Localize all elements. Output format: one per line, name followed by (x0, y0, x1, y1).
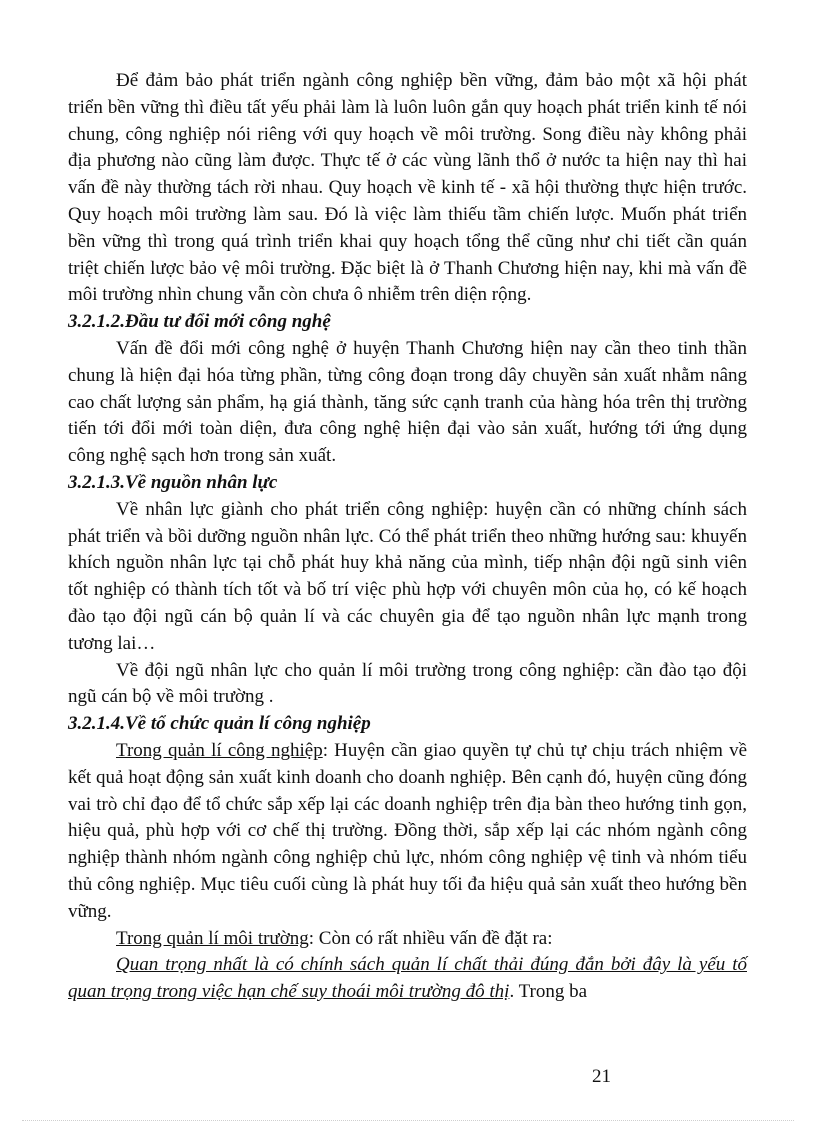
paragraph-sustainable-planning: Để đảm bảo phát triển ngành công nghiệp bền vững, đảm bảo một xã hội phát triển bền vững thì điều tất yếu phải làm là luôn luôn gắn quy hoạch phát triển kinh tế nói chung, công nghiệp nói riêng với quy hoạch về môi trường. Song điều này không phải địa phương nào cũng làm được. Thực tế ở các vùng lãnh thổ ở nước ta hiện nay thì hai vấn đề này thường tách rời nhau. Quy hoạch về kinh tế - xã hội thường thực hiện trước. Quy hoạch môi trường làm sau. Đó là việc làm thiếu tầm chiến lược. Muốn phát triển bền vững thì trong quá trình triển khai quy hoạch tổng thể cũng như chi tiết cần quán triệt chiến lược bảo vệ môi trường. Đặc biệt là ở Thanh Chương hiện nay, khi mà vấn đề môi trường nhìn chung vẫn còn chưa ô nhiễm trên diện rộng. (68, 70, 747, 306)
heading-industrial-management: 3.2.1.4.Về tổ chức quản lí công nghiệp (68, 713, 371, 735)
heading-technology-innovation: 3.2.1.2.Đầu tư đổi mới công nghệ (68, 311, 331, 333)
paragraph-environmental-staff: Về đội ngũ nhân lực cho quản lí môi trường trong công nghiệp: cần đào tạo đội ngũ cán bộ về môi trường . (68, 659, 747, 708)
text-industrial-management: : Huyện cần giao quyền tự chủ tự chịu trách nhiệm về kết quả hoạt động sản xuất kinh doanh cho doanh nghiệp. Bên cạnh đó, huyện cũng đóng vai trò chỉ đạo để tổ chức sắp xếp lại các doanh nghiệp trên địa bàn theo hướng tinh gọn, hiệu quả, phù hợp với cơ chế thị trường. Đồng thời, sắp xếp lại các nhóm ngành công nghiệp thành nhóm ngành công nghiệp chủ lực, nhóm công nghiệp vệ tinh và nhóm tiểu thủ công nghiệp. Mục tiêu cuối cùng là phát huy tối đa hiệu quả sản xuất theo hướng bền vững. (68, 739, 748, 922)
label-industrial-management: Trong quản lí công nghiệp (116, 739, 323, 761)
page-number: 21 (592, 1066, 611, 1087)
paragraph-industrial-management (68, 738, 747, 926)
italic-waste-policy: Quan trọng nhất là có chính sách quản lí chất thải đúng đắn bởi đây là yếu tố quan trọng trong việc hạn chế suy thoái môi trường đô thị (68, 954, 747, 1003)
text-environmental-management: : Còn có rất nhiều vấn đề đặt ra: (308, 927, 553, 949)
paragraph-waste-policy (68, 952, 747, 1006)
paragraph-human-resources: Về nhân lực giành cho phát triển công nghiệp: huyện cần có những chính sách phát triển và bồi dưỡng nguồn nhân lực. Có thể phát triển theo những hướng sau: khuyến khích nguồn nhân lực tại chỗ phát huy khả năng của mình, tiếp nhận đội ngũ sinh viên tốt nghiệp có thành tích tốt và bố trí việc phù hợp với chuyên môn của họ, có kế hoạch đào tạo đội ngũ cán bộ quản lí và các chuyên gia để tạo nguồn nhân lực mạnh trong tương lai… (68, 498, 747, 654)
heading-human-resources: 3.2.1.3.Về nguồn nhân lực (68, 471, 278, 493)
label-environmental-management: Trong quản lí môi trường (116, 927, 309, 949)
paragraph-technology-innovation: Vấn đề đổi mới công nghệ ở huyện Thanh Chương hiện nay cần theo tinh thần chung là hiện đại hóa từng phần, từng công đoạn trong dây chuyền sản xuất nhằm nâng cao chất lượng sản phẩm, hạ giá thành, tăng sức cạnh tranh của hàng hóa trên thị trường tiến tới đổi mới toàn diện, đưa công nghệ hiện đại vào sản xuất, hướng tới ứng dụng công nghệ sạch hơn trong sản xuất. (68, 337, 747, 467)
document-page (68, 68, 747, 1006)
footer-divider (22, 1120, 794, 1121)
text-waste-policy-tail: . Trong ba (509, 981, 588, 1003)
paragraph-environmental-management (68, 926, 747, 953)
